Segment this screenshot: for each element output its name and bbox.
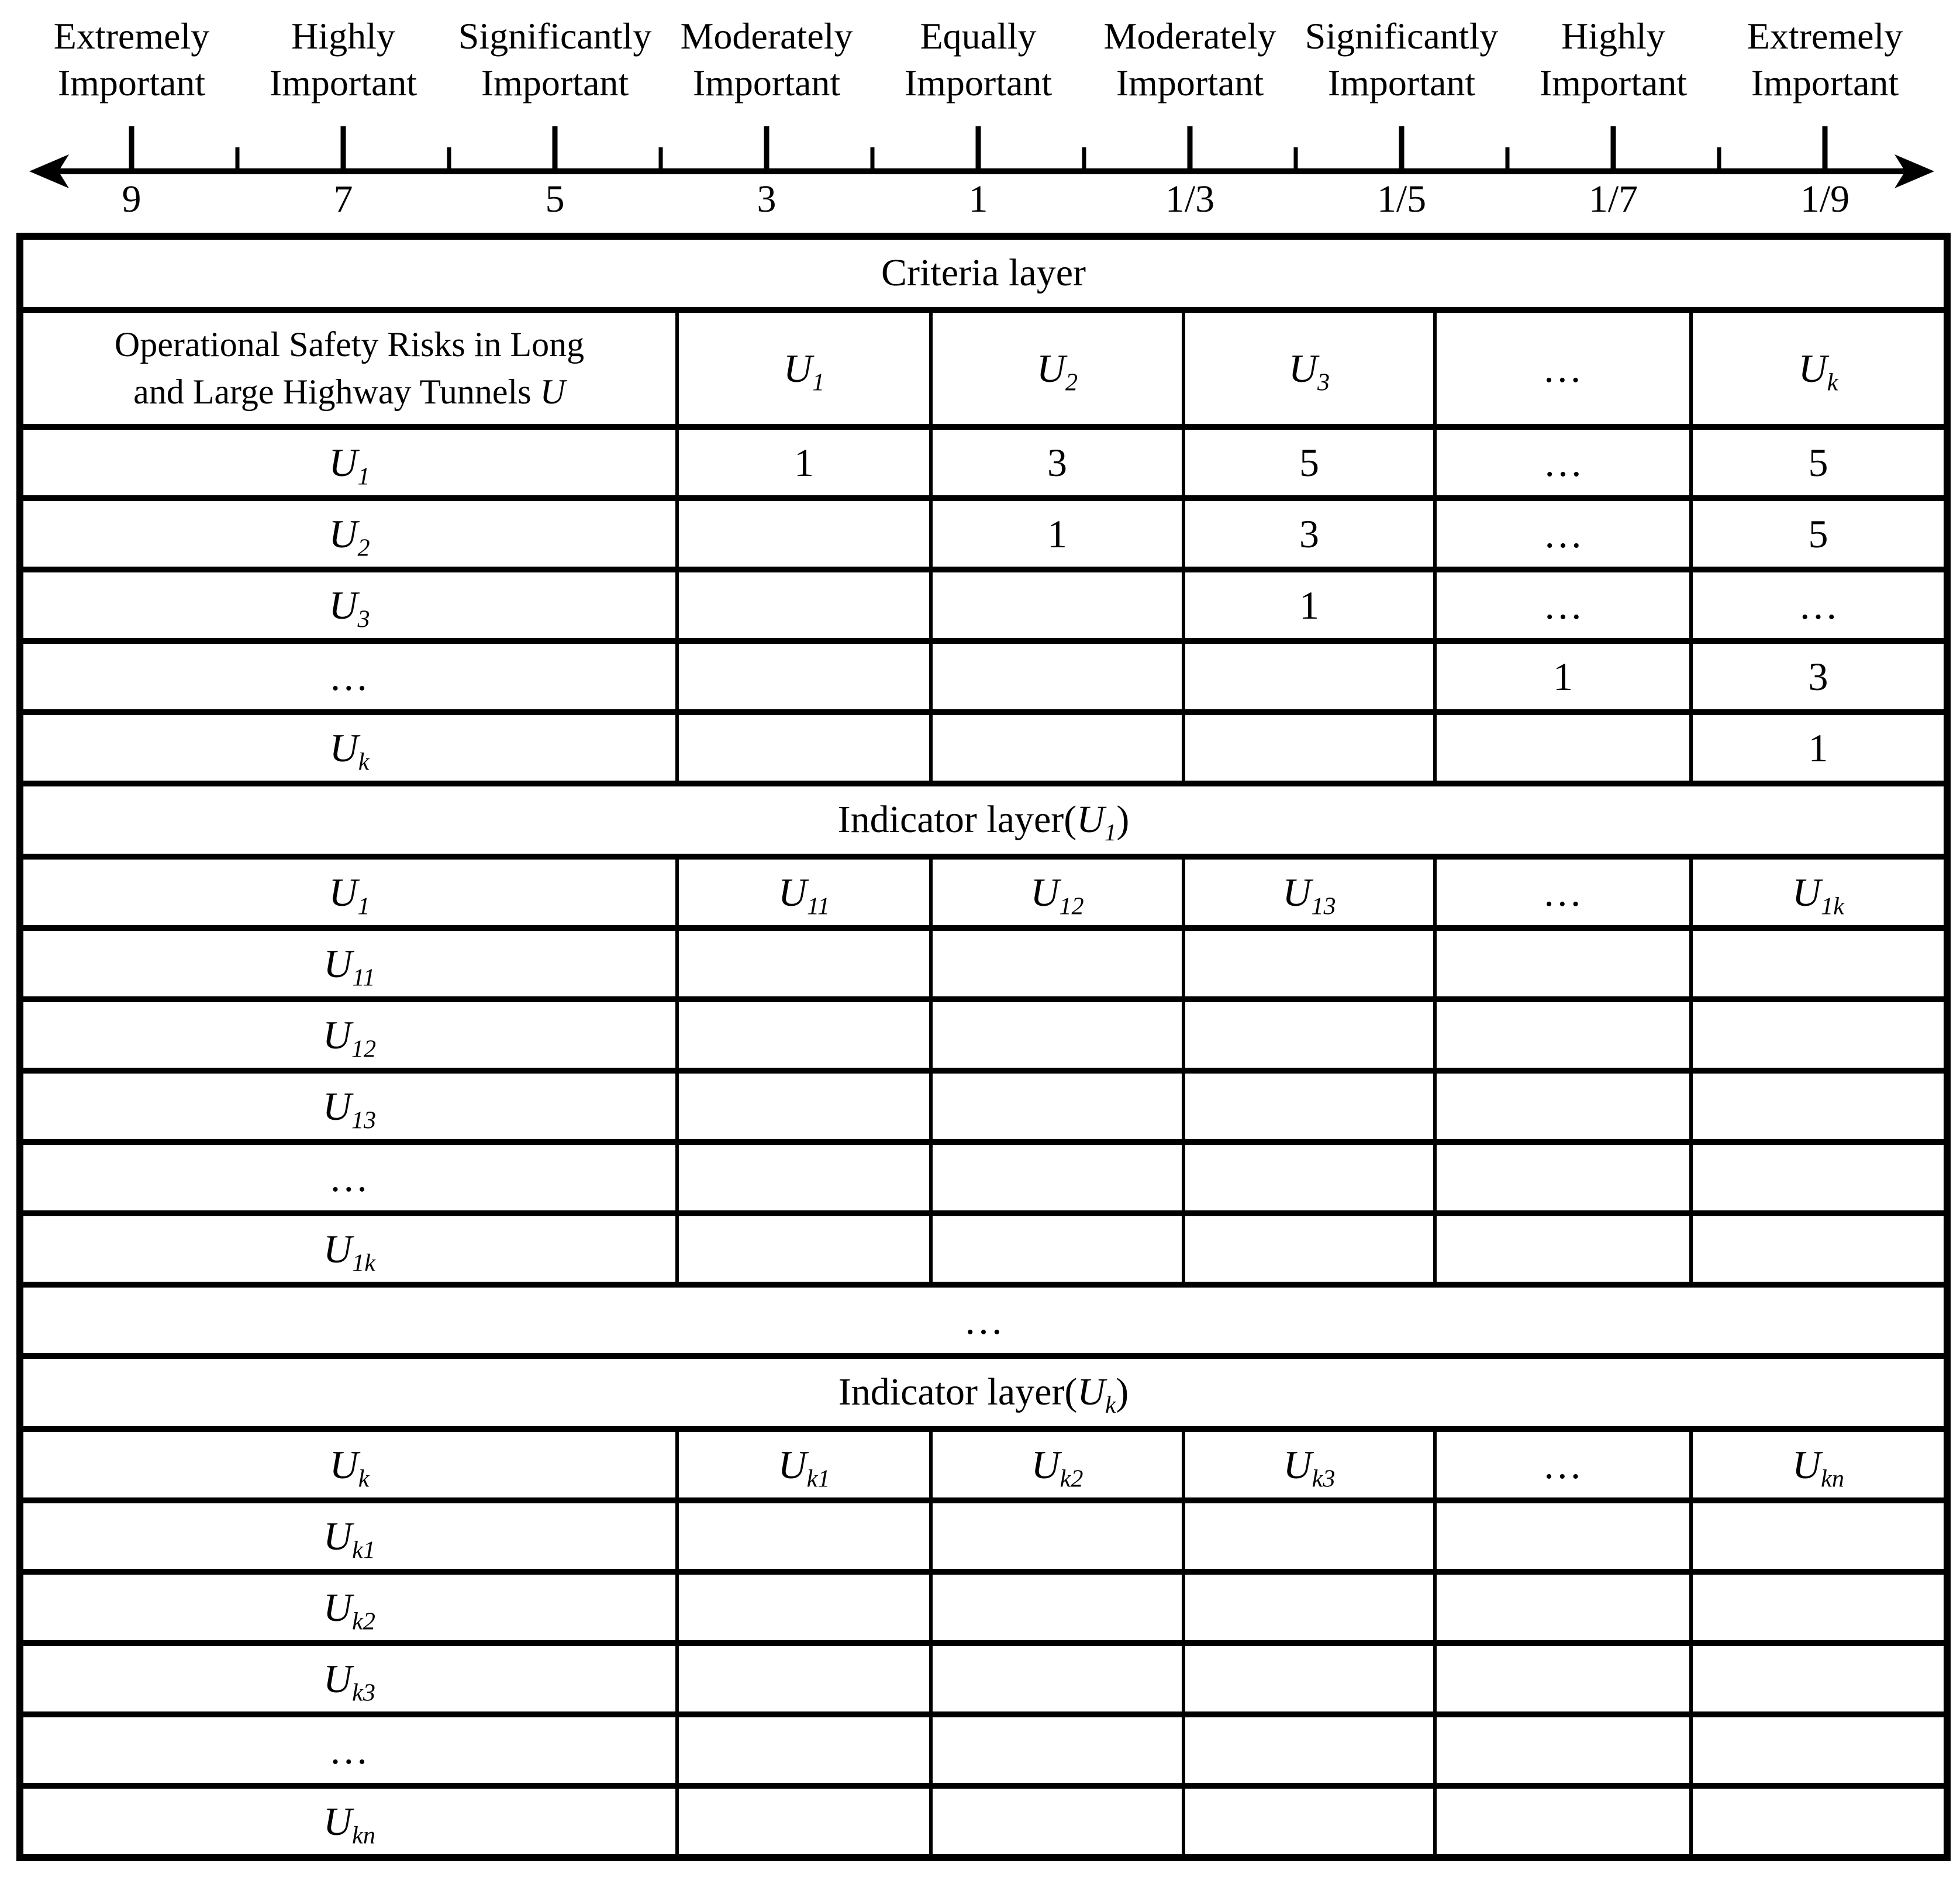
- matrix-cell: [1183, 1572, 1435, 1643]
- row-label: …: [20, 641, 677, 712]
- matrix-cell: [931, 1142, 1183, 1213]
- section-ellipsis-row: [20, 1285, 1947, 1356]
- col-header: …: [1435, 857, 1691, 928]
- col-header: $U_2$: [931, 310, 1183, 427]
- row-label: $U_{1k}$: [20, 1213, 677, 1285]
- scale-label: Significantly Important: [1305, 15, 1499, 103]
- matrix-cell: [1183, 712, 1435, 784]
- scale-label: Highly Important: [269, 15, 417, 103]
- matrix-cell: 1: [931, 498, 1183, 570]
- matrix-row: [20, 498, 1947, 570]
- matrix-row: [20, 928, 1947, 999]
- matrix-row: [20, 1213, 1947, 1285]
- indicatork-header-row: [20, 1429, 1947, 1500]
- matrix-cell: [1691, 1142, 1947, 1213]
- col-header: $U_{k2}$: [931, 1429, 1183, 1500]
- matrix-row: [20, 427, 1947, 498]
- matrix-cell: [1691, 1572, 1947, 1643]
- matrix-cell: [677, 1071, 931, 1142]
- matrix-cell: 5: [1183, 427, 1435, 498]
- scale-value: 1/3: [1165, 178, 1215, 220]
- col-header: $U_{12}$: [931, 857, 1183, 928]
- col-header: $U_3$: [1183, 310, 1435, 427]
- matrix-cell: 3: [1691, 641, 1947, 712]
- matrix-cell: [1691, 928, 1947, 999]
- col-header: $U_{k3}$: [1183, 1429, 1435, 1500]
- matrix-cell: …: [1435, 570, 1691, 641]
- col-header: $U_k$: [1691, 310, 1947, 427]
- scale-value: 3: [757, 178, 777, 220]
- scale-value: 1/9: [1800, 178, 1850, 220]
- row-label: $U_1$: [20, 427, 677, 498]
- row-label: $U_{k3}$: [20, 1643, 677, 1714]
- matrix-cell: [677, 1142, 931, 1213]
- matrix-cell: [677, 570, 931, 641]
- criteria-layer-title: Criteria layer: [20, 236, 1947, 310]
- scale-label: Moderately Important: [680, 15, 853, 103]
- section-ellipsis: …: [20, 1285, 1947, 1356]
- col-header: $U_{11}$: [677, 857, 931, 928]
- col-header: …: [1435, 1429, 1691, 1500]
- matrix-cell: [1183, 1213, 1435, 1285]
- corner-cell: [20, 310, 677, 427]
- scale-value: 7: [333, 178, 353, 220]
- matrix-cell: 5: [1691, 498, 1947, 570]
- matrix-cell: [677, 1786, 931, 1858]
- matrix-cell: [677, 1714, 931, 1786]
- matrix-row: [20, 1071, 1947, 1142]
- matrix-cell: [1183, 1786, 1435, 1858]
- scale-value: 1/7: [1588, 178, 1638, 220]
- col-header: $U_{1k}$: [1691, 857, 1947, 928]
- matrix-cell: [1183, 1142, 1435, 1213]
- matrix-row: [20, 570, 1947, 641]
- matrix-row: [20, 1714, 1947, 1786]
- matrix-cell: [1691, 999, 1947, 1071]
- matrix-cell: [1183, 999, 1435, 1071]
- matrix-cell: [931, 1786, 1183, 1858]
- matrix-cell: [677, 1643, 931, 1714]
- matrix-cell: [1435, 928, 1691, 999]
- matrix-cell: 1: [677, 427, 931, 498]
- matrix-row: [20, 712, 1947, 784]
- matrix-cell: [931, 1213, 1183, 1285]
- matrix-cell: [1435, 1714, 1691, 1786]
- col-header: …: [1435, 310, 1691, 427]
- matrix-cell: [1435, 1786, 1691, 1858]
- matrix-cell: [931, 1572, 1183, 1643]
- matrix-cell: [1183, 1643, 1435, 1714]
- indicator1-title: Indicator $layer(U_1)$: [20, 784, 1947, 857]
- matrix-cell: [1435, 712, 1691, 784]
- matrix-cell: [677, 1500, 931, 1572]
- scale-label: Extremely Important: [53, 15, 210, 103]
- matrix-cell: [1435, 1500, 1691, 1572]
- matrix-cell: [1435, 999, 1691, 1071]
- matrix-row: [20, 1786, 1947, 1858]
- matrix-cell: [677, 498, 931, 570]
- matrix-cell: [677, 928, 931, 999]
- judgment-matrix-table: [16, 233, 1951, 1861]
- matrix-cell: 1: [1691, 712, 1947, 784]
- matrix-cell: [1691, 1500, 1947, 1572]
- scale-value: 5: [545, 178, 565, 220]
- scale-label: Highly Important: [1539, 15, 1688, 103]
- indicator1-header-row: [20, 857, 1947, 928]
- matrix-cell: …: [1691, 570, 1947, 641]
- matrix-row: [20, 1572, 1947, 1643]
- matrix-cell: …: [1435, 427, 1691, 498]
- section-header-row: [20, 784, 1947, 857]
- row-label: $U_{13}$: [20, 1071, 677, 1142]
- matrix-cell: [931, 712, 1183, 784]
- matrix-cell: [1183, 1714, 1435, 1786]
- indicatork-title: Indicator $layer(U_k)$: [20, 1356, 1947, 1429]
- matrix-cell: [1435, 1071, 1691, 1142]
- col-header: $U_{13}$: [1183, 857, 1435, 928]
- row-label: …: [20, 1714, 677, 1786]
- matrix-cell: [1691, 1714, 1947, 1786]
- matrix-cell: 1: [1183, 570, 1435, 641]
- row-label: $U_{12}$: [20, 999, 677, 1071]
- importance-scale: [0, 0, 1960, 234]
- matrix-cell: [677, 641, 931, 712]
- matrix-cell: [1691, 1071, 1947, 1142]
- matrix-cell: [1691, 1786, 1947, 1858]
- matrix-cell: [1691, 1643, 1947, 1714]
- matrix-cell: [931, 1714, 1183, 1786]
- matrix-cell: [677, 1213, 931, 1285]
- major-ticks: [132, 126, 1825, 169]
- matrix-cell: [1435, 1213, 1691, 1285]
- matrix-cell: [1183, 1071, 1435, 1142]
- section-header-row: [20, 1356, 1947, 1429]
- row-label: $U_3$: [20, 570, 677, 641]
- matrix-cell: [1183, 1500, 1435, 1572]
- matrix-cell: 1: [1435, 641, 1691, 712]
- row-label: $U_k$: [20, 712, 677, 784]
- matrix-cell: [1435, 1142, 1691, 1213]
- row-label: $U_2$: [20, 498, 677, 570]
- row-label: $U_{k2}$: [20, 1572, 677, 1643]
- matrix-row: [20, 641, 1947, 712]
- scale-label: Equally Important: [904, 15, 1053, 103]
- matrix-cell: 5: [1691, 427, 1947, 498]
- corner-cell: $U_1$: [20, 857, 677, 928]
- col-header: $U_{k1}$: [677, 1429, 931, 1500]
- matrix-cell: [677, 1572, 931, 1643]
- matrix-cell: [931, 570, 1183, 641]
- matrix-cell: 3: [1183, 498, 1435, 570]
- matrix-cell: [677, 712, 931, 784]
- row-label: $U_{k1}$: [20, 1500, 677, 1572]
- col-header: $U_{kn}$: [1691, 1429, 1947, 1500]
- matrix-cell: [931, 1500, 1183, 1572]
- matrix-cell: [1691, 1213, 1947, 1285]
- matrix-cell: …: [1435, 498, 1691, 570]
- matrix-cell: [1183, 641, 1435, 712]
- section-header-row: [20, 236, 1947, 310]
- matrix-cell: [931, 999, 1183, 1071]
- corner-title: Operational Safety Risks in Long and Large Highway Tunnels U: [114, 325, 585, 411]
- matrix-row: [20, 1643, 1947, 1714]
- col-header: $U_1$: [677, 310, 931, 427]
- scale-label: Significantly Important: [458, 15, 652, 103]
- matrix-row: [20, 1500, 1947, 1572]
- criteria-header-row: [20, 310, 1947, 427]
- matrix-row: [20, 1142, 1947, 1213]
- corner-cell: $U_k$: [20, 1429, 677, 1500]
- scale-label: Extremely Important: [1747, 15, 1903, 103]
- matrix-row: [20, 999, 1947, 1071]
- matrix-cell: [677, 999, 931, 1071]
- scale-label: Moderately Important: [1103, 15, 1276, 103]
- matrix-cell: [931, 1643, 1183, 1714]
- scale-value: 9: [122, 178, 142, 220]
- row-label: $U_{kn}$: [20, 1786, 677, 1858]
- matrix-cell: [1183, 928, 1435, 999]
- matrix-cell: 3: [931, 427, 1183, 498]
- matrix-cell: [1435, 1643, 1691, 1714]
- matrix-cell: [931, 641, 1183, 712]
- matrix-cell: [931, 1071, 1183, 1142]
- row-label: $U_{11}$: [20, 928, 677, 999]
- scale-value: 1: [968, 178, 988, 220]
- matrix-cell: [1435, 1572, 1691, 1643]
- scale-value: 1/5: [1376, 178, 1427, 220]
- matrix-cell: [931, 928, 1183, 999]
- row-label: …: [20, 1142, 677, 1213]
